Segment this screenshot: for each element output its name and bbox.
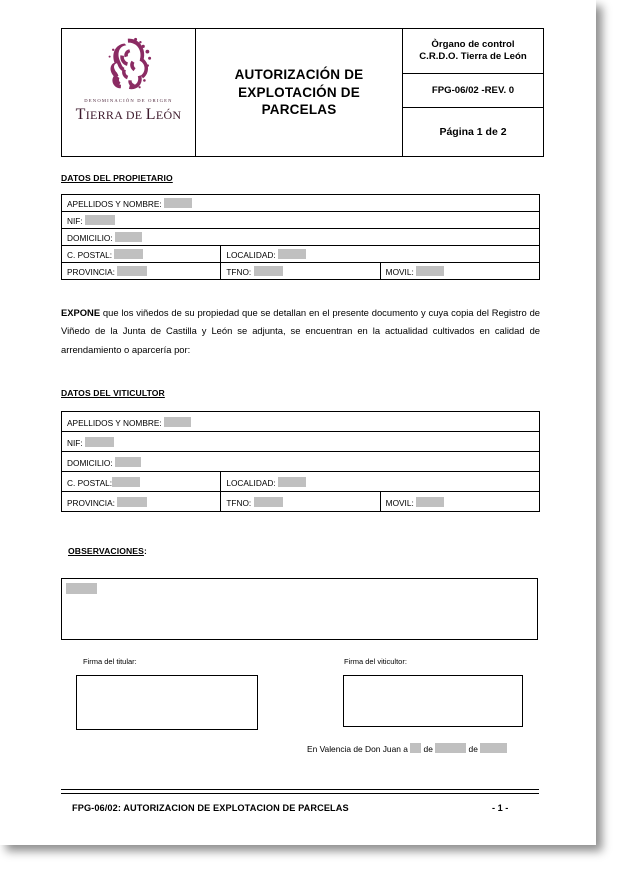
field-label: DOMICILIO:	[67, 457, 113, 468]
footer-page-number: - 1 -	[492, 803, 509, 813]
field-label: C. POSTAL:	[67, 477, 113, 488]
table-row	[62, 229, 540, 246]
redaction-box	[416, 266, 444, 276]
redaction-box	[254, 497, 283, 507]
expone-body: que los viñedos de su propiedad que se detallan en el presente documento y cuya copia del Registro de Viñedo de la Junta de Castilla y León se adjunta, se encuentran en la actualidad cultivados en calidad de arrendamiento o aparcería por:	[61, 307, 540, 355]
field-domicilio[interactable]	[62, 229, 540, 246]
expone-paragraph	[61, 304, 540, 359]
grower-data-table	[61, 411, 540, 512]
grower-signature-box[interactable]	[343, 675, 523, 727]
owner-signature-label: Firma del titular:	[83, 657, 137, 666]
table-row	[62, 492, 540, 512]
field-label: PROVINCIA:	[67, 267, 115, 277]
redaction-box-year	[480, 743, 507, 753]
redaction-box	[416, 497, 444, 507]
document-title: AUTORIZACIÓN DE EXPLOTACIÓN DE PARCELAS	[234, 66, 364, 118]
logo-cell	[62, 29, 196, 157]
field-label: APELLIDOS Y NOMBRE:	[67, 417, 162, 428]
observations-heading	[68, 546, 147, 556]
redaction-box	[114, 249, 143, 259]
field-telefono[interactable]	[221, 492, 380, 512]
date-line	[307, 742, 507, 754]
field-apellidos-nombre[interactable]	[62, 195, 540, 212]
field-label: PROVINCIA:	[67, 497, 115, 508]
field-label: MOVIL:	[385, 267, 414, 277]
field-label: TFNO:	[226, 497, 252, 508]
redaction-box	[66, 583, 97, 594]
field-domicilio[interactable]	[62, 452, 540, 472]
table-row	[62, 212, 540, 229]
table-row	[62, 246, 540, 263]
redaction-box	[117, 266, 147, 276]
table-row	[62, 432, 540, 452]
observations-heading-text: OBSERVACIONES	[68, 546, 144, 556]
page-indicator-cell: Página 1 de 2	[403, 108, 544, 157]
redaction-box	[112, 477, 140, 487]
field-movil[interactable]	[380, 263, 539, 280]
date-separator-2: de	[468, 744, 478, 754]
control-body-cell	[403, 29, 544, 74]
date-prefix: En Valencia de Don Juan a	[307, 744, 408, 754]
grower-section-heading-text: DATOS DEL VITICULTOR	[61, 388, 165, 398]
table-row	[62, 472, 540, 492]
redaction-box	[278, 477, 306, 487]
field-nif[interactable]	[62, 212, 540, 229]
redaction-box	[164, 198, 192, 208]
observations-heading-colon: :	[143, 546, 147, 556]
field-provincia[interactable]	[62, 492, 221, 512]
document-code-cell: FPG-06/02 -REV. 0	[403, 74, 544, 108]
owner-section-heading	[61, 173, 173, 183]
field-nif[interactable]	[62, 432, 540, 452]
logo-name	[62, 106, 195, 124]
field-label: LOCALIDAD:	[226, 250, 276, 260]
table-row	[62, 452, 540, 472]
lion-rampant-icon	[97, 36, 161, 103]
field-label: APELLIDOS Y NOMBRE:	[67, 199, 162, 209]
table-row	[62, 195, 540, 212]
owner-signature-box[interactable]	[76, 675, 258, 730]
field-codigo-postal[interactable]	[62, 246, 221, 263]
redaction-box	[164, 417, 191, 427]
redaction-box	[85, 437, 114, 447]
field-label: NIF:	[67, 437, 83, 448]
redaction-box	[115, 232, 142, 242]
control-body-line2: C.R.D.O. Tierra de León	[419, 51, 527, 62]
field-label: C. POSTAL:	[67, 250, 113, 260]
table-row	[62, 263, 540, 280]
header-title-cell	[196, 29, 403, 157]
logo-name-text: T	[75, 106, 86, 123]
logo-name-eon: EÓN	[155, 108, 182, 122]
redaction-box	[85, 215, 115, 225]
table-row	[62, 412, 540, 432]
redaction-box-month	[435, 743, 466, 753]
field-label: TFNO:	[226, 267, 252, 277]
field-label: LOCALIDAD:	[226, 477, 276, 488]
logo-tagline: DENOMINACIÓN DE ORIGEN	[84, 98, 173, 103]
redaction-box	[254, 266, 283, 276]
field-codigo-postal[interactable]	[62, 472, 221, 492]
redaction-box	[115, 457, 141, 467]
footer-left-text: FPG-06/02: AUTORIZACION DE EXPLOTACION DE PARCELAS	[72, 803, 349, 813]
field-label: DOMICILIO:	[67, 233, 113, 243]
footer-rule-bottom	[61, 793, 539, 794]
denominacion-origen-logo	[62, 30, 195, 155]
logo-name-l: L	[145, 106, 156, 123]
observations-textarea[interactable]	[61, 578, 538, 640]
expone-lead: EXPONE	[61, 307, 101, 318]
logo-name-rest: IERRA DE	[85, 108, 146, 122]
field-label: MOVIL:	[385, 497, 414, 508]
field-provincia[interactable]	[62, 263, 221, 280]
redaction-box-day	[410, 743, 421, 753]
field-movil[interactable]	[380, 492, 539, 512]
grower-signature-label: Firma del viticultor:	[344, 657, 407, 666]
redaction-box	[117, 497, 147, 507]
control-body-line1: Òrgano de control	[431, 38, 515, 50]
document-header-table	[61, 28, 544, 157]
date-separator-1: de	[423, 744, 433, 754]
field-localidad[interactable]	[221, 246, 540, 263]
redaction-box	[278, 249, 306, 259]
footer-rule-top	[61, 789, 539, 790]
owner-section-heading-text: DATOS DEL PROPIETARIO	[61, 173, 173, 183]
field-apellidos-nombre[interactable]	[62, 412, 540, 432]
field-telefono[interactable]	[221, 263, 380, 280]
grower-section-heading	[61, 388, 165, 398]
field-label: NIF:	[67, 216, 83, 226]
field-localidad[interactable]	[221, 472, 540, 492]
owner-data-table	[61, 194, 540, 280]
